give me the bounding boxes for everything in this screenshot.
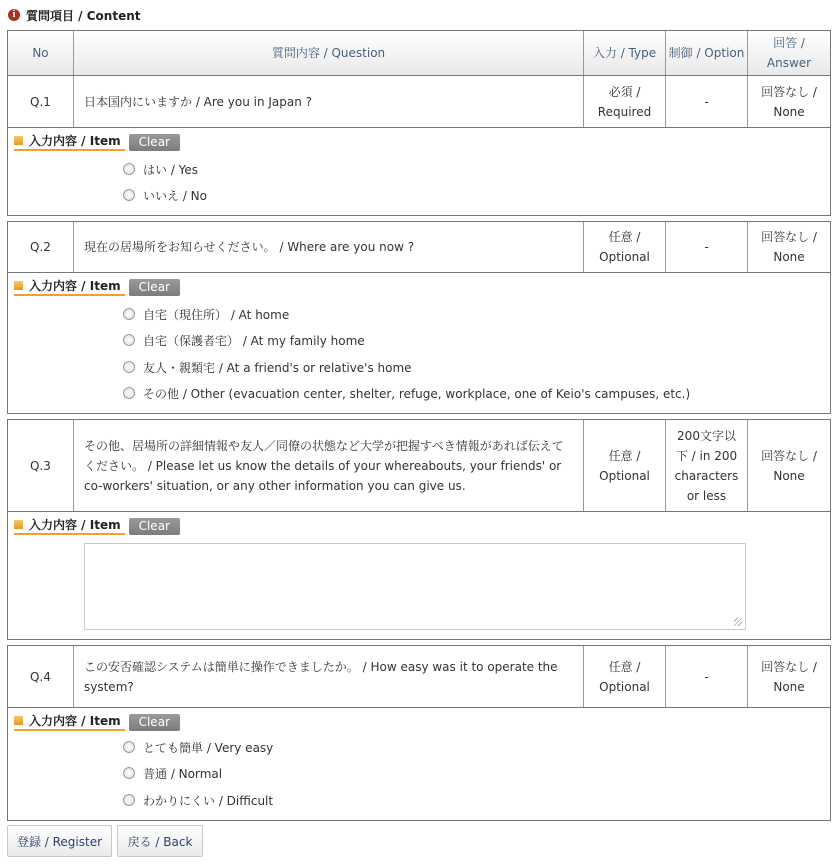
square-icon [14, 520, 23, 529]
question-option: 200文字以下 / in 200 characters or less [666, 420, 748, 511]
question-answer: 回答なし / None [761, 230, 817, 264]
item-label [14, 278, 125, 296]
radio-button[interactable] [123, 794, 135, 806]
question-number: Q.1 [8, 76, 74, 127]
question-text: 現在の居場所をお知らせください。 / Where are you now ? [74, 222, 584, 272]
clear-button[interactable]: Clear [129, 518, 180, 535]
choice-q4-normal[interactable] [123, 763, 222, 783]
choice-label: 自宅（現住所） / At home [143, 307, 290, 322]
radio-button[interactable] [123, 741, 135, 753]
question-row-q2 [7, 221, 831, 273]
resize-grip-icon[interactable] [734, 618, 742, 626]
item-label-text: 入力内容 / Item [29, 518, 121, 532]
question-text: 日本国内にいますか / Are you in Japan ? [74, 76, 584, 127]
question-text: この安否確認システムは簡単に操作できましたか。 / How easy was it to operate the system? [74, 646, 584, 707]
choice-label: 友人・親類宅 / At a friend's or relative's home [143, 360, 412, 375]
item-block-q1 [7, 128, 831, 216]
square-icon [14, 281, 23, 290]
radio-button[interactable] [123, 387, 135, 399]
section-header [8, 6, 141, 24]
item-label [14, 517, 125, 535]
clear-button[interactable]: Clear [129, 134, 180, 151]
question-type: 任意 / Optional [584, 646, 666, 707]
choice-q4-difficult[interactable] [123, 790, 273, 810]
choice-q1-yes[interactable] [123, 159, 198, 179]
question-option: - [666, 646, 748, 707]
register-button[interactable]: 登録 / Register [7, 825, 112, 857]
item-label-text: 入力内容 / Item [29, 714, 121, 728]
item-label-text: 入力内容 / Item [29, 279, 121, 293]
clear-button[interactable]: Clear [129, 714, 180, 731]
clear-button[interactable]: Clear [129, 279, 180, 296]
question-answer: 回答なし / None [761, 84, 817, 119]
choice-label: わかりにくい / Difficult [143, 793, 274, 808]
choice-label: いいえ / No [143, 188, 207, 203]
choice-label: 普通 / Normal [143, 766, 223, 781]
section-title: 質問項目 / Content [26, 8, 141, 23]
radio-button[interactable] [123, 189, 135, 201]
item-bar [14, 278, 180, 296]
question-row-q4 [7, 645, 831, 708]
question-type: 任意 / Optional [584, 420, 666, 511]
choice-label: とても簡単 / Very easy [143, 740, 274, 755]
header-type: 入力 / Type [584, 31, 666, 75]
item-bar [14, 713, 180, 731]
back-button[interactable]: 戻る / Back [117, 825, 203, 857]
question-answer: 回答なし / None [761, 659, 817, 694]
radio-button[interactable] [123, 308, 135, 320]
choice-q2-home[interactable] [123, 304, 289, 324]
item-label-text: 入力内容 / Item [29, 134, 121, 148]
question-option: - [666, 76, 748, 127]
item-block-q4 [7, 708, 831, 821]
question-type: 任意 / Optional [584, 222, 666, 272]
choice-q2-family-home[interactable] [123, 330, 365, 350]
header-question: 質問内容 / Question [74, 31, 584, 75]
choice-q2-other[interactable] [123, 383, 690, 403]
radio-button[interactable] [123, 334, 135, 346]
table-header [7, 30, 831, 76]
square-icon [14, 136, 23, 145]
question-row-q3 [7, 419, 831, 512]
header-answer: 回答 / Answer [766, 36, 812, 70]
choice-label: はい / Yes [143, 162, 199, 177]
item-block-q3 [7, 512, 831, 640]
radio-button[interactable] [123, 361, 135, 373]
header-option: 制御 / Option [666, 31, 748, 75]
choice-q4-very-easy[interactable] [123, 737, 273, 757]
item-bar [14, 517, 180, 535]
item-label [14, 133, 125, 151]
question-number: Q.2 [8, 222, 74, 272]
question-answer: 回答なし / None [761, 448, 817, 483]
choice-label: その他 / Other (evacuation center, shelter, refuge, workplace, one of Keio's campuses, etc.) [143, 386, 691, 401]
question-number: Q.4 [8, 646, 74, 707]
radio-button[interactable] [123, 163, 135, 175]
answer-textarea[interactable] [84, 543, 746, 630]
question-row-q1 [7, 76, 831, 128]
question-type: 必須 / Required [584, 76, 666, 127]
item-block-q2 [7, 273, 831, 414]
item-label [14, 713, 125, 731]
choice-q2-friend-home[interactable] [123, 357, 412, 377]
question-number: Q.3 [8, 420, 74, 511]
header-no: No [8, 31, 74, 75]
item-bar [14, 133, 180, 151]
choice-label: 自宅（保護者宅） / At my family home [143, 333, 365, 348]
info-icon: i [8, 9, 20, 21]
square-icon [14, 716, 23, 725]
radio-button[interactable] [123, 767, 135, 779]
question-text: その他、居場所の詳細情報や友人／同僚の状態など大学が把握すべき情報があれば伝えてください。 / Please let us know the details of your whereabouts, your friends' or co-workers' situation, or any other information you can give us. [74, 420, 584, 511]
choice-q1-no[interactable] [123, 185, 207, 205]
question-option: - [666, 222, 748, 272]
